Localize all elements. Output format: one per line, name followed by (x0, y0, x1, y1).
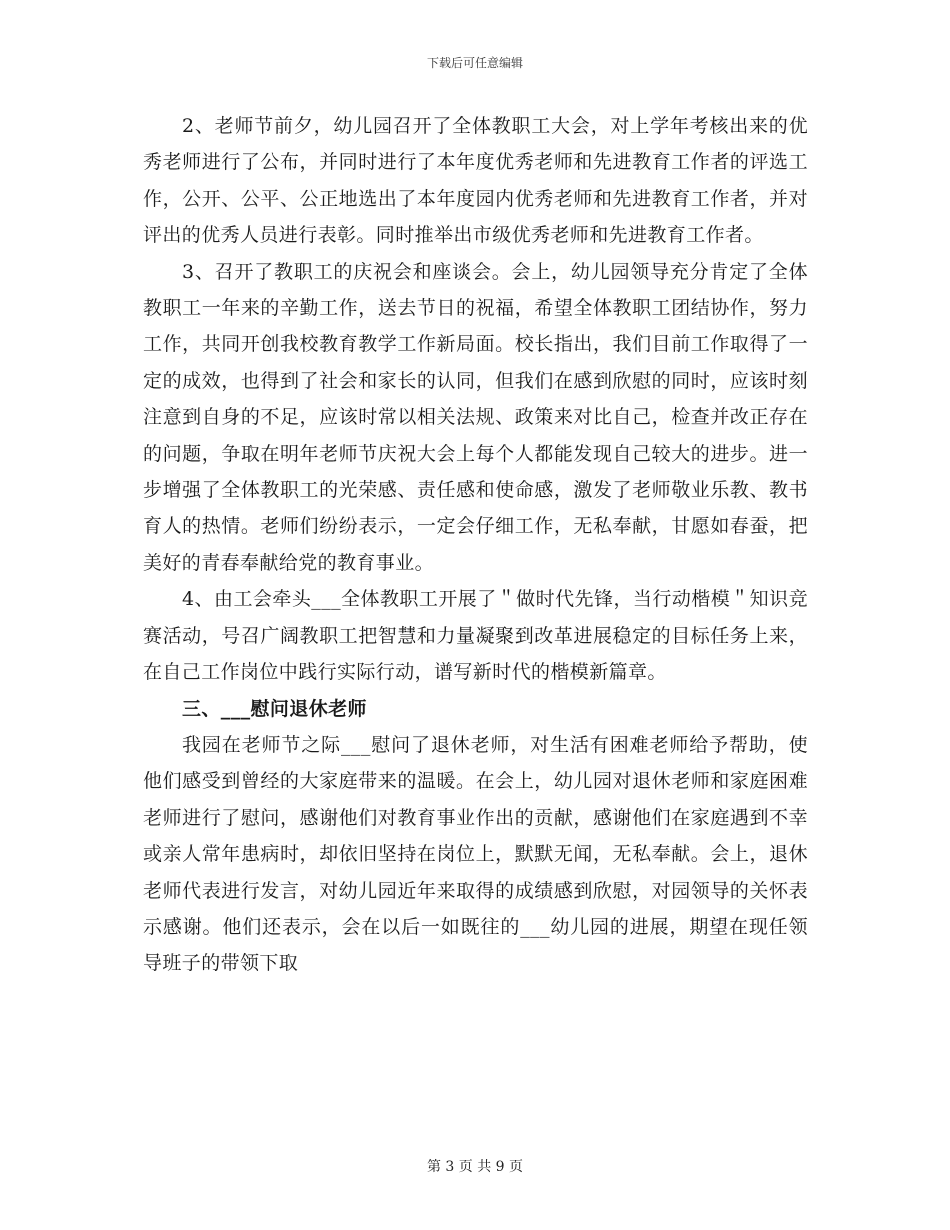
paragraph-item-2: 2、老师节前夕，幼儿园召开了全体教职工大会，对上学年考核出来的优秀老师进行了公布，并同时进行了本年度优秀老师和先进教育工作者的评选工作，公开、公平、公正地选出了本年度园内优秀老师和先进教育工作者，并对评出的优秀人员进行表彰。同时推举出市级优秀老师和先进教育工作者。 (143, 115, 808, 247)
paragraph-item-3: 3、召开了教职工的庆祝会和座谈会。会上，幼儿园领导充分肯定了全体教职工一年来的辛勤工作，送去节日的祝福，希望全体教职工团结协作，努力工作，共同开创我校教育教学工作新局面。校长指出，我们目前工作取得了一定的成效，也得到了社会和家长的认同，但我们在感到欣慰的同时，应该时刻注意到自身的不足，应该时常以相关法规、政策来对比自己，检查并改正存在的问题，争取在明年老师节庆祝大会上每个人都能发现自己较大的进步。进一步增强了全体教职工的光荣感、责任感和使命感，激发了老师敬业乐教、教书育人的热情。老师们纷纷表示，一定会仔细工作，无私奉献，甘愿如春蚕，把美好的青春奉献给党的教育事业。 (143, 260, 808, 574)
section-heading: 三、___慰问退休老师 (182, 697, 367, 720)
paragraph-item-4: 4、由工会牵头___全体教职工开展了＂做时代先锋，当行动楷模＂知识竞赛活动，号召广阔教职工把智慧和力量凝聚到改革进展稳定的目标任务上来，在自己工作岗位中践行实际行动，谱写新时代的楷模新篇章。 (143, 588, 808, 684)
section-paragraph: 我园在老师节之际___慰问了退休老师，对生活有困难老师给予帮助，使他们感受到曾经的大家庭带来的温暖。在会上，幼儿园对退休老师和家庭困难老师进行了慰问，感谢他们对教育事业作出的贡献，感谢他们在家庭遇到不幸或亲人常年患病时，却依旧坚持在岗位上，默默无闻，无私奉献。会上，退休老师代表进行发言，对幼儿园近年来取得的成绩感到欣慰，对园领导的关怀表示感谢。他们还表示，会在以后一如既往的___幼儿园的进展，期望在现任领导班子的带领下取 (143, 733, 808, 975)
page-footer: 第 3 页 共 9 页 (426, 1159, 524, 1175)
document-body (143, 108, 808, 982)
page-header: 下载后可任意编辑 (426, 56, 523, 70)
